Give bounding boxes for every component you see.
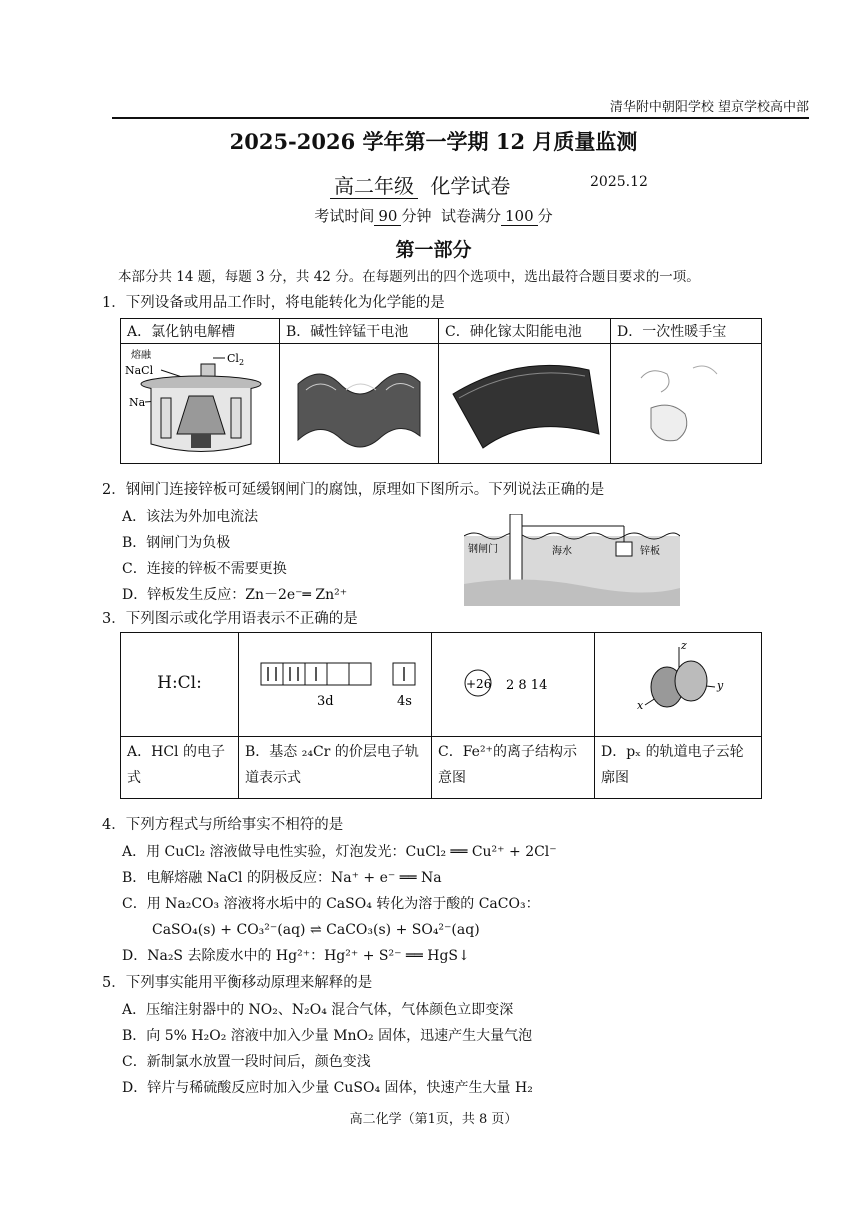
q3-caption-c: C．Fe²⁺的离子结构示意图 (432, 737, 595, 799)
label-seawater: 海水 (552, 546, 572, 557)
q2-option-d: D．锌板发生反应：Zn－2e⁻═ Zn²⁺ (122, 587, 348, 603)
label-gate: 钢闸门 (468, 544, 498, 555)
px-orbital-cloud (595, 633, 761, 733)
q3-stem: 3．下列图示或化学用语表示不正确的是 (102, 611, 358, 627)
header-rule (112, 117, 809, 119)
q2-option-a: A．该法为外加电流法 (122, 509, 259, 525)
label-molten: 熔融 (131, 350, 151, 361)
q3-cell-b (239, 633, 432, 737)
q1-image-solar-cell (439, 344, 611, 464)
q2-option-c: C．连接的锌板不需要更换 (122, 561, 287, 577)
time-unit: 分钟 (401, 207, 432, 225)
exam-date: 2025.12 (590, 174, 648, 190)
school-name: 清华附中朝阳学校 望京学校高中部 (609, 100, 809, 115)
q1-option-c: C．砷化镓太阳能电池 (439, 319, 611, 344)
label-4s: 4s (397, 694, 412, 709)
q1-stem: 1．下列设备或用品工作时，将电能转化为化学能的是 (102, 295, 445, 311)
label-cl2: $Cl_2$ (227, 352, 245, 367)
time-value: 90 (374, 207, 401, 226)
label-zinc: 锌板 (640, 546, 660, 557)
grade: 高二年级 (330, 174, 418, 199)
q5-option-d: D．锌片与稀硫酸反应时加入少量 CuSO₄ 固体，快速产生大量 H₂ (122, 1080, 533, 1096)
q3-caption-d: D．pₓ 的轨道电子云轮廓图 (595, 737, 762, 799)
q2-stem: 2．钢闸门连接锌板可延缓钢闸门的腐蚀，原理如下图所示。下列说法正确的是 (102, 482, 605, 498)
fe-ion-structure (432, 633, 594, 733)
axis-z: z (681, 639, 687, 652)
hcl-electron-formula: H:Cl: (157, 673, 202, 693)
axis-y: y (717, 679, 724, 692)
q4-option-c: C．用 Na₂CO₃ 溶液将水垢中的 CaSO₄ 转化为溶于酸的 CaCO₃： (122, 896, 540, 912)
q5-option-b: B．向 5% H₂O₂ 溶液中加入少量 MnO₂ 固体，迅速产生大量气泡 (122, 1028, 533, 1044)
label-3d: 3d (317, 694, 334, 709)
q4-option-c-equation: CaSO₄(s) + CO₃²⁻(aq) ⇌ CaCO₃(s) + SO₄²⁻(aq) (152, 922, 480, 938)
q4-option-d: D．Na₂S 去除废水中的 Hg²⁺：Hg²⁺ + S²⁻ ══ HgS↓ (122, 948, 470, 964)
q2-option-b: B．钢闸门为负极 (122, 535, 231, 551)
part-title: 第一部分 (395, 239, 472, 261)
score-label: 试卷满分 (441, 207, 502, 225)
q1-option-d: D．一次性暖手宝 (611, 319, 762, 344)
score-unit: 分 (537, 207, 553, 225)
cr-orbital-diagram (239, 633, 431, 733)
q3-cell-a (121, 633, 239, 737)
q1-image-hand-warmer (611, 344, 762, 464)
nucleus-charge: +26 (466, 677, 492, 691)
q3-cell-d (595, 633, 762, 737)
q4-stem: 4．下列方程式与所给事实不相符的是 (102, 817, 344, 833)
part-intro: 本部分共 14 题，每题 3 分，共 42 分。在每题列出的四个选项中，选出最符合题目要求的一项。 (118, 269, 700, 285)
shell-electrons: 2 8 14 (506, 678, 548, 693)
q1-option-b: B．碱性锌锰干电池 (280, 319, 439, 344)
axis-x: x (637, 699, 644, 712)
subject: 化学试卷 (430, 174, 511, 198)
q5-option-a: A．压缩注射器中的 NO₂、N₂O₄ 混合气体，气体颜色立即变深 (122, 1002, 514, 1018)
exam-meta (0, 205, 867, 226)
q3-caption-a: A．HCl 的电子式 (121, 737, 239, 799)
q1-image-dry-battery (280, 344, 439, 464)
q3-cell-c (432, 633, 595, 737)
label-na: Na (129, 396, 146, 409)
label-nacl: NaCl (125, 364, 154, 377)
time-label: 考试时间 (314, 207, 375, 225)
q4-option-b: B．电解熔融 NaCl 的阴极反应：Na⁺ + e⁻ ══ Na (122, 870, 442, 886)
q5-stem: 5．下列事实能用平衡移动原理来解释的是 (102, 975, 373, 991)
q4-option-a: A．用 CuCl₂ 溶液做导电性实验，灯泡发光：CuCl₂ ══ Cu²⁺ + 2Cl⁻ (122, 844, 557, 860)
exam-subtitle (330, 170, 510, 199)
score-value: 100 (501, 207, 538, 226)
q1-table (120, 318, 762, 464)
q3-caption-b: B．基态 ₂₄Cr 的价层电子轨道表示式 (239, 737, 432, 799)
q5-option-c: C．新制氯水放置一段时间后，颜色变浅 (122, 1054, 371, 1070)
q2-diagram (464, 514, 680, 606)
q3-table (120, 632, 762, 799)
page-footer: 高二化学（第1页，共 8 页） (349, 1112, 518, 1127)
exam-title: 2025-2026 学年第一学期 12 月质量监测 (229, 129, 638, 154)
q1-image-electrolysis-cell (121, 344, 280, 464)
q1-option-a: A．氯化钠电解槽 (121, 319, 280, 344)
